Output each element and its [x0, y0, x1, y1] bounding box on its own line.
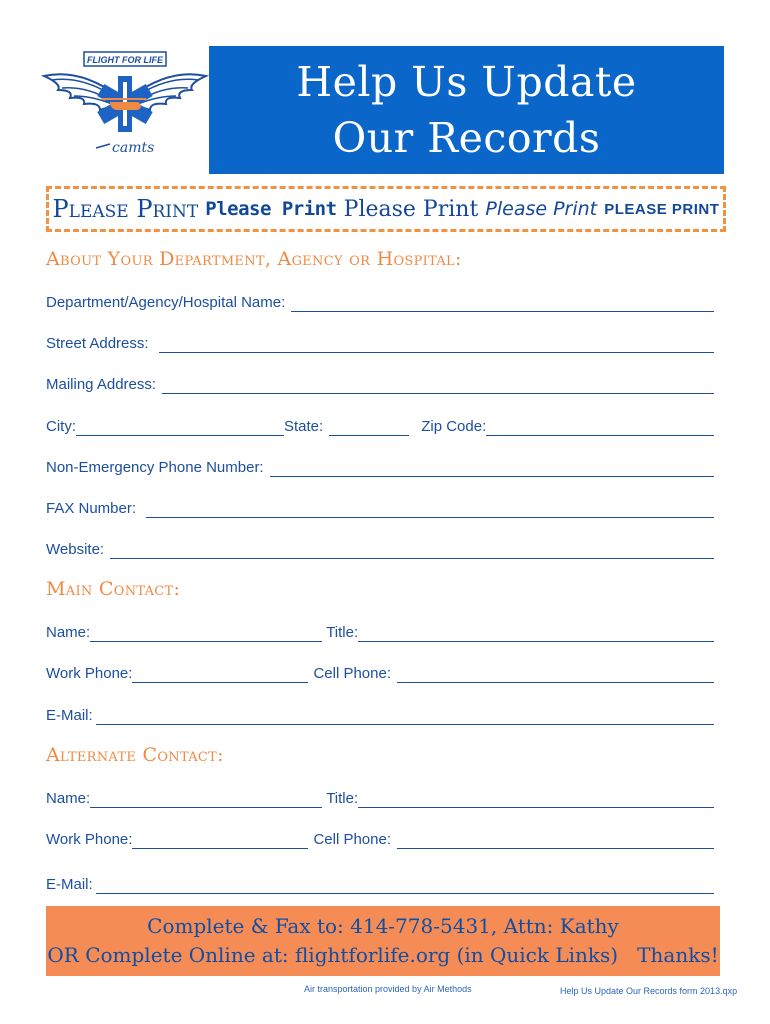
- please-print-2: Please Print: [205, 198, 337, 220]
- please-print-3: Please Print: [343, 196, 479, 222]
- please-print-1: Please Print: [52, 195, 199, 223]
- alt-title-field[interactable]: [358, 790, 714, 808]
- phone-field[interactable]: [270, 459, 714, 477]
- section-about-heading: About Your Department, Agency or Hospital:: [46, 248, 462, 270]
- alt-work-phone-field[interactable]: [132, 831, 308, 849]
- website-row: [46, 539, 714, 559]
- alt-name-field[interactable]: [90, 790, 322, 808]
- please-print-banner: [46, 186, 726, 232]
- logo-banner-text: FLIGHT FOR LIFE: [87, 55, 163, 65]
- dept-name-row: [46, 292, 714, 312]
- dept-name-label: Department/Agency/Hospital Name:: [46, 294, 286, 311]
- fax-row: [46, 498, 714, 518]
- phone-label: Non-Emergency Phone Number:: [46, 459, 264, 476]
- state-field[interactable]: [329, 418, 409, 436]
- footer-fax-line: Complete & Fax to: 414-778-5431, Attn: Kathy: [147, 914, 619, 938]
- main-cell-phone-label: Cell Phone:: [313, 665, 391, 682]
- alt-name-label: Name:: [46, 790, 91, 807]
- main-email-field[interactable]: [96, 707, 714, 725]
- city-field[interactable]: [76, 418, 284, 436]
- street-label: Street Address:: [46, 335, 149, 352]
- header-title-box: [209, 46, 724, 174]
- zip-label: Zip Code:: [421, 418, 487, 435]
- website-label: Website:: [46, 541, 105, 558]
- please-print-5: PLEASE PRINT: [604, 200, 720, 218]
- title-line-2: Our Records: [332, 114, 601, 162]
- alt-title-label: Title:: [326, 790, 359, 807]
- main-email-label: E-Mail:: [46, 707, 93, 724]
- website-field[interactable]: [110, 541, 714, 559]
- section-alternate-contact-heading: Alternate Contact:: [46, 744, 224, 766]
- main-name-field[interactable]: [90, 624, 322, 642]
- state-label: State:: [284, 418, 324, 435]
- city-state-zip-row: [46, 416, 714, 436]
- main-title-label: Title:: [326, 624, 359, 641]
- alt-email-field[interactable]: [96, 876, 714, 894]
- main-name-label: Name:: [46, 624, 91, 641]
- phone-row: [46, 457, 714, 477]
- main-work-phone-field[interactable]: [132, 665, 308, 683]
- air-methods-credit: Air transportation provided by Air Methods: [304, 984, 472, 994]
- main-work-phone-label: Work Phone:: [46, 665, 133, 682]
- alt-work-phone-label: Work Phone:: [46, 831, 133, 848]
- alt-phones-row: [46, 829, 714, 849]
- street-field[interactable]: [159, 335, 714, 353]
- mailing-row: [46, 374, 714, 394]
- alt-email-row: [46, 874, 714, 894]
- alt-email-label: E-Mail:: [46, 876, 93, 893]
- fax-label: FAX Number:: [46, 500, 137, 517]
- main-cell-phone-field[interactable]: [397, 665, 714, 683]
- section-main-contact-heading: Main Contact:: [46, 578, 181, 600]
- street-row: [46, 333, 714, 353]
- please-print-4: Please Print: [485, 198, 598, 220]
- alt-name-title-row: [46, 788, 714, 808]
- main-phones-row: [46, 663, 714, 683]
- main-name-title-row: [46, 622, 714, 642]
- dept-name-field[interactable]: [291, 294, 714, 312]
- zip-field[interactable]: [486, 418, 714, 436]
- form-id-text: Help Us Update Our Records form 2013.qxp: [560, 986, 738, 996]
- title-line-1: Help Us Update: [296, 58, 637, 106]
- mailing-label: Mailing Address:: [46, 376, 157, 393]
- footer-instructions-box: [46, 906, 720, 976]
- flight-for-life-logo: [40, 46, 210, 174]
- footer-online-line: OR Complete Online at: flightforlife.org (in Quick Links) Thanks!: [47, 943, 719, 967]
- mailing-field[interactable]: [162, 376, 714, 394]
- main-email-row: [46, 705, 714, 725]
- camts-text: camts: [112, 140, 155, 156]
- main-title-field[interactable]: [358, 624, 714, 642]
- fax-field[interactable]: [146, 500, 714, 518]
- city-label: City:: [46, 418, 76, 435]
- alt-cell-phone-label: Cell Phone:: [313, 831, 391, 848]
- alt-cell-phone-field[interactable]: [397, 831, 714, 849]
